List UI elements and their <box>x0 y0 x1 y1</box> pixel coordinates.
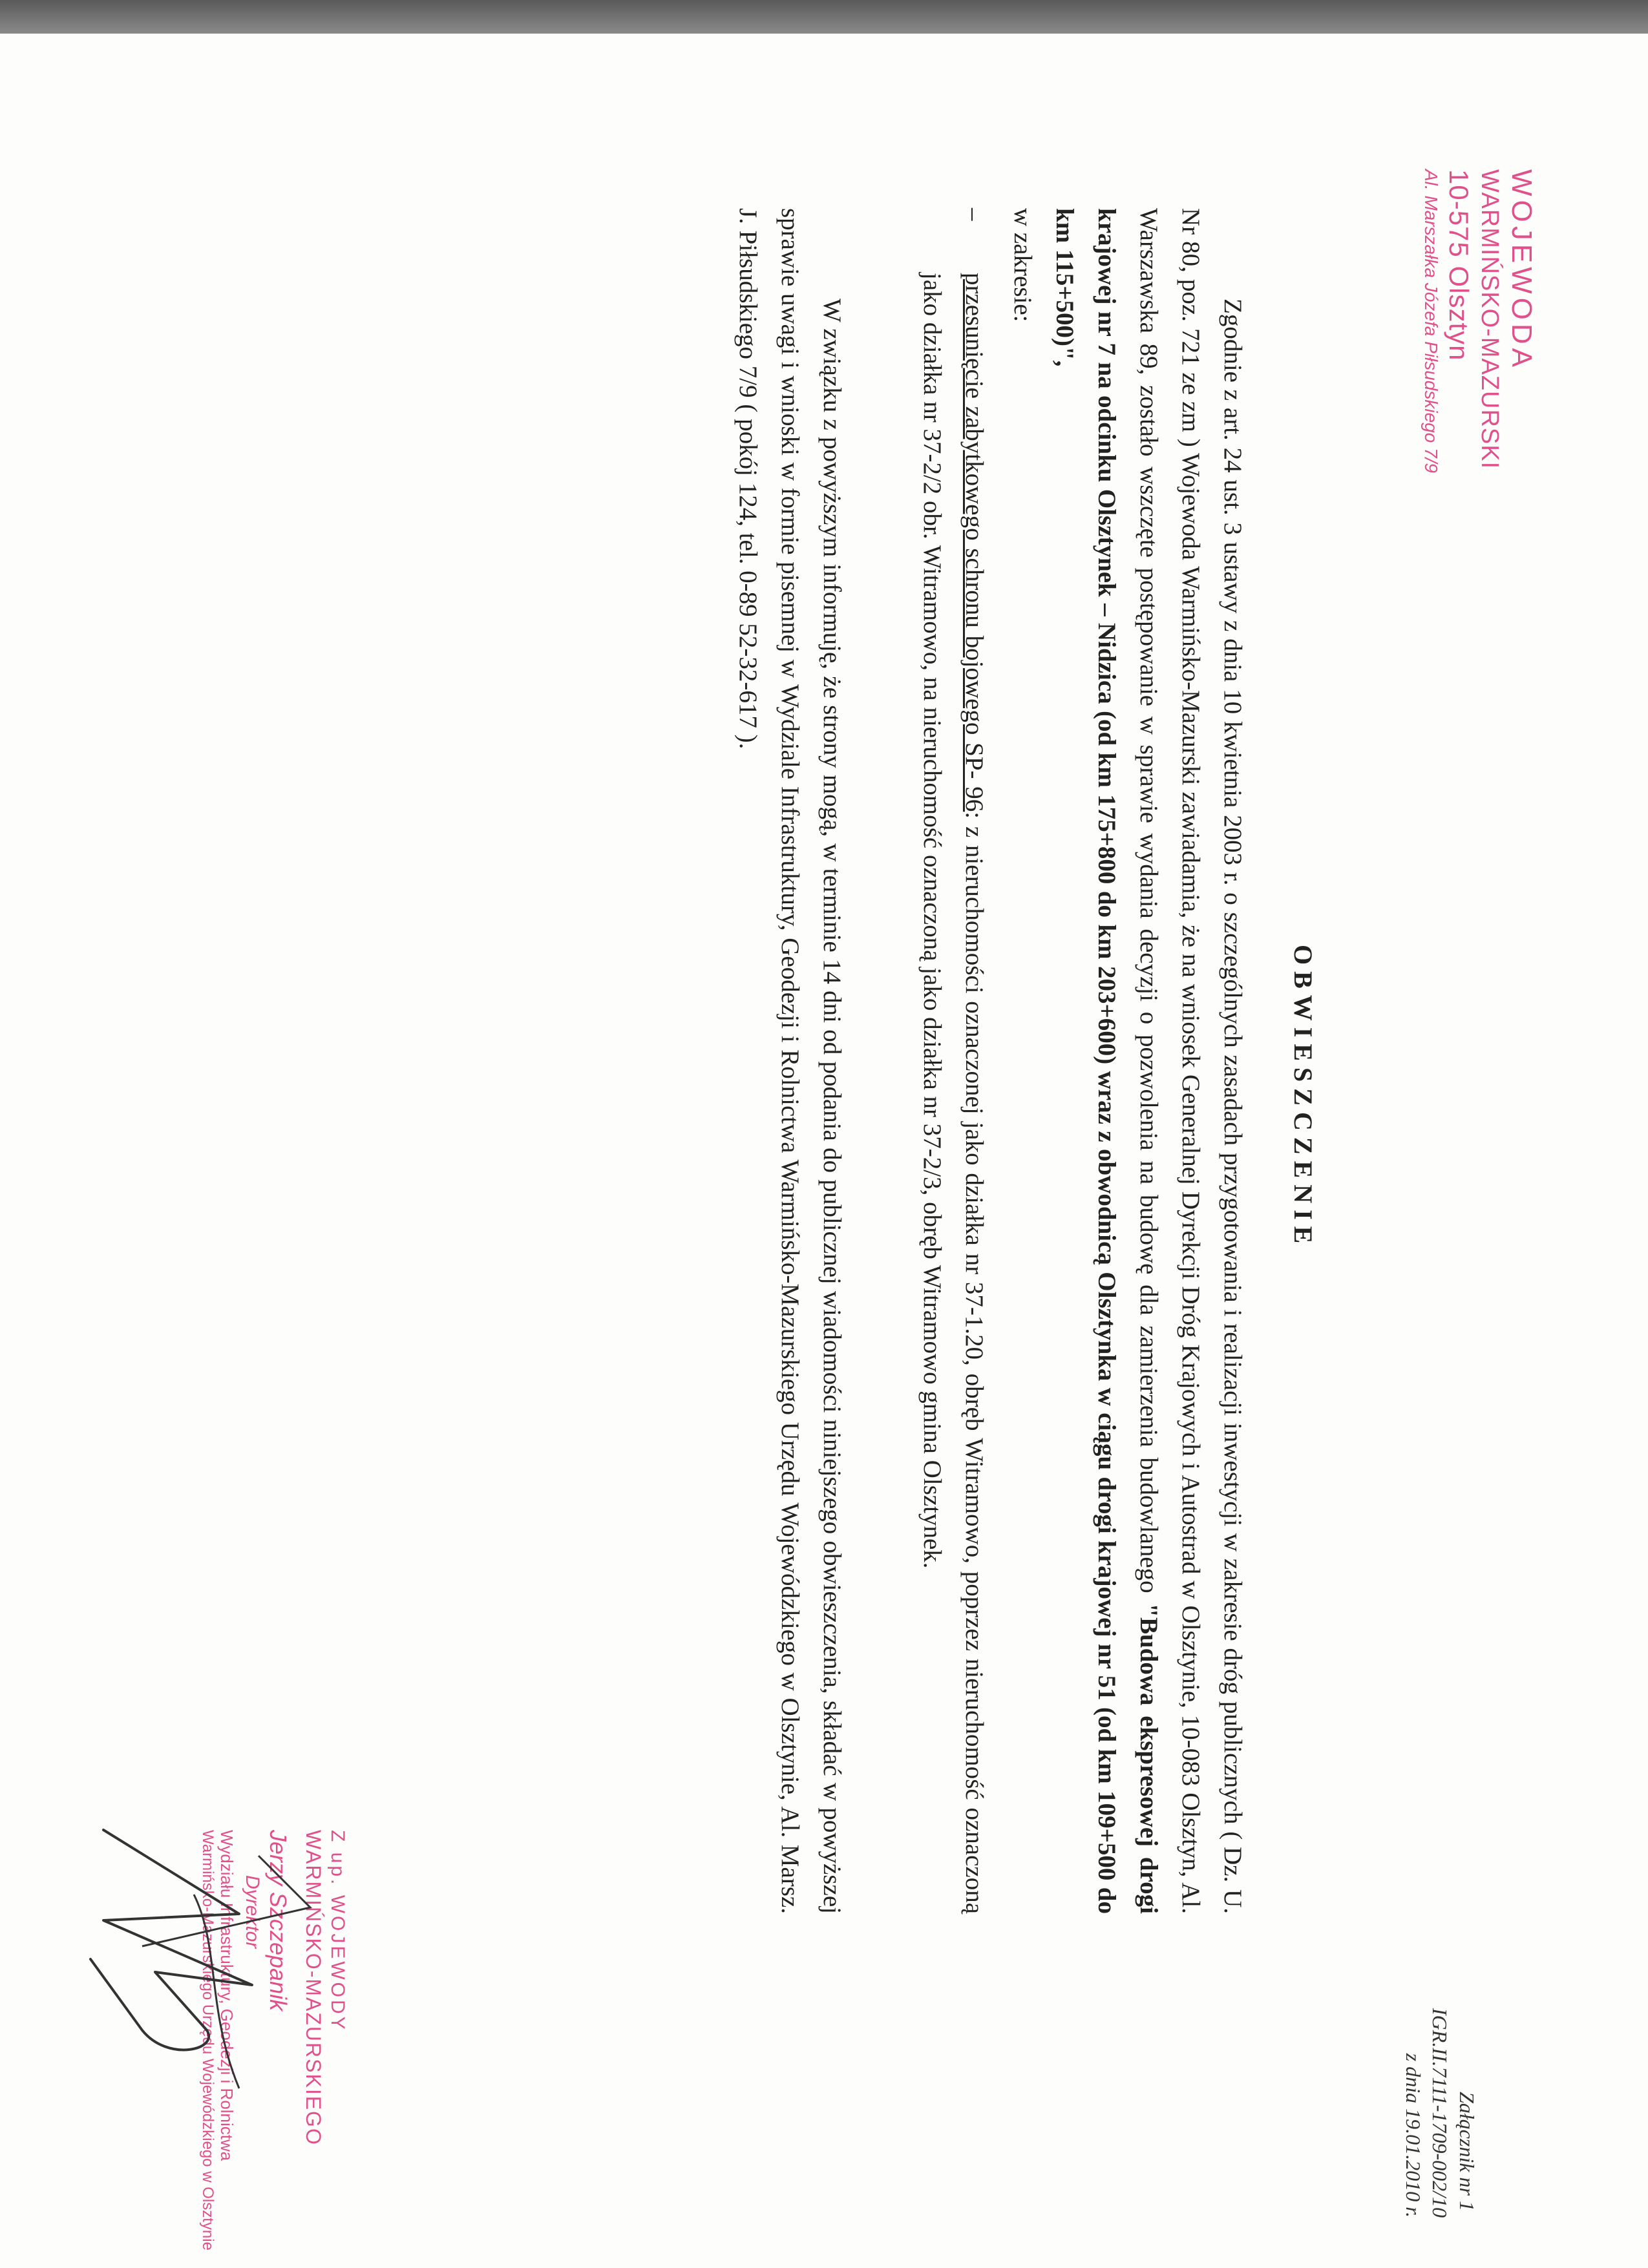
signatory-name: Jerzy Szczepanik <box>264 1830 291 2011</box>
stamp-line-4: Al. Marszałka Józefa Piłsudskiego 7/9 <box>1421 169 1442 473</box>
reference-block <box>1399 2008 1480 2218</box>
case-number: IGR.II.7111-1709-002/10 <box>1428 2008 1452 2218</box>
paragraph-2: W związku z powyższym informuję, że strony mogą, w terminie 14 dni od podania do publicznej wiadomości niniejszego obwieszczenia, składać w powyższej sprawie uwagi i wnioski w formie pisemnej w Wydziale Infrastruktury, Geodezji i Rolnictwa Warmińsko-Mazurskiego Urzędu Wojewódzkiego w Olsztynie, Al. Marsz. J. Piłsudskiego 7/9 ( pokój 124, tel. 0-89 52-32-617 ). <box>734 208 846 1914</box>
paragraph-1-text: Zgodnie z art. 24 ust. 3 ustawy z dnia 10 kwietnia 2003 r. o szczególnych zasadach przygotowania i realizacji inwestycji w zakresie dróg publicznych ( Dz. U. Nr 80, poz. 721 ze zm ) Wojewoda Warmińsko-Mazurski zawiadamia, że na wniosek Generalnej Dyrekcji Dróg Krajowych i Autostrad w Olsztynie, 10-083 Olsztyn, Al. Warszawska 89, zostało wszczęte postępowanie w sprawie wydania decyzji o pozwolenia na budowę dla zamierzenia budowlanego <box>1135 208 1247 1914</box>
stamp-line-1: WOJEWODA <box>1506 169 1537 371</box>
document-body <box>727 208 1254 1914</box>
signature-stamp-line-6: Warmińsko-Mazurskiego Urzędu Wojewódzkiego w Olsztynie <box>199 1830 217 2251</box>
list-item <box>911 208 995 1914</box>
signature-stamp-line-5: Wydziału Infrastruktury, Geodezji i Rolnictwa <box>217 1830 237 2161</box>
stamp-line-2: WARMIŃSKO-MAZURSKI <box>1476 169 1504 470</box>
attachment-label: Załącznik nr 1 <box>1455 2092 1479 2211</box>
project-name: "Budowa ekspresowej drogi krajowej nr 7 na odcinku Olsztynek – Nidzica (od km 175+800 do km 203+600) wraz z obwodnicą Olsztynka w ciągu drogi krajowej nr 51 (od km 109+500 do km 115+500)", <box>1051 208 1163 1915</box>
scope-label: w zakresie: <box>1009 208 1037 322</box>
signature-stamp-line-1: Z up. WOJEWODY <box>327 1830 348 2032</box>
list-item-text: : z nieruchomości oznaczonej jako działka nr 37-1.20, obręb Witramowo, poprzez nieruchomość oznaczoną jako działka nr 37-2/2 obr. Witramowo, na nieruchomość oznaczoną jako działka nr 37-2/3, obręb Witramowo gmina Olsztynek. <box>918 273 988 1915</box>
list-dash: – <box>960 208 988 221</box>
page-title: OBWIESZCZENIE <box>1289 945 1318 1250</box>
rotated-document <box>52 47 1551 2256</box>
scanned-page <box>0 34 1648 2268</box>
document <box>52 47 1551 2256</box>
signature-stamp-line-2: WARMIŃSKO-MAZURSKIEGO <box>302 1830 325 2146</box>
document-date: z dnia 19.01.2010 r. <box>1401 2053 1425 2218</box>
scanner-edge <box>0 0 1648 34</box>
signatory-title: Dyrektor <box>242 1875 264 1949</box>
stamp-line-3: 10-575 Olsztyn <box>1443 169 1474 361</box>
handwritten-signature <box>65 1817 336 2114</box>
voivode-stamp <box>1421 169 1538 473</box>
paragraph-1 <box>1044 208 1254 1914</box>
list-item-subject: przesunięcie zabytkowego schronu bojowego SP- 96 <box>960 273 988 812</box>
